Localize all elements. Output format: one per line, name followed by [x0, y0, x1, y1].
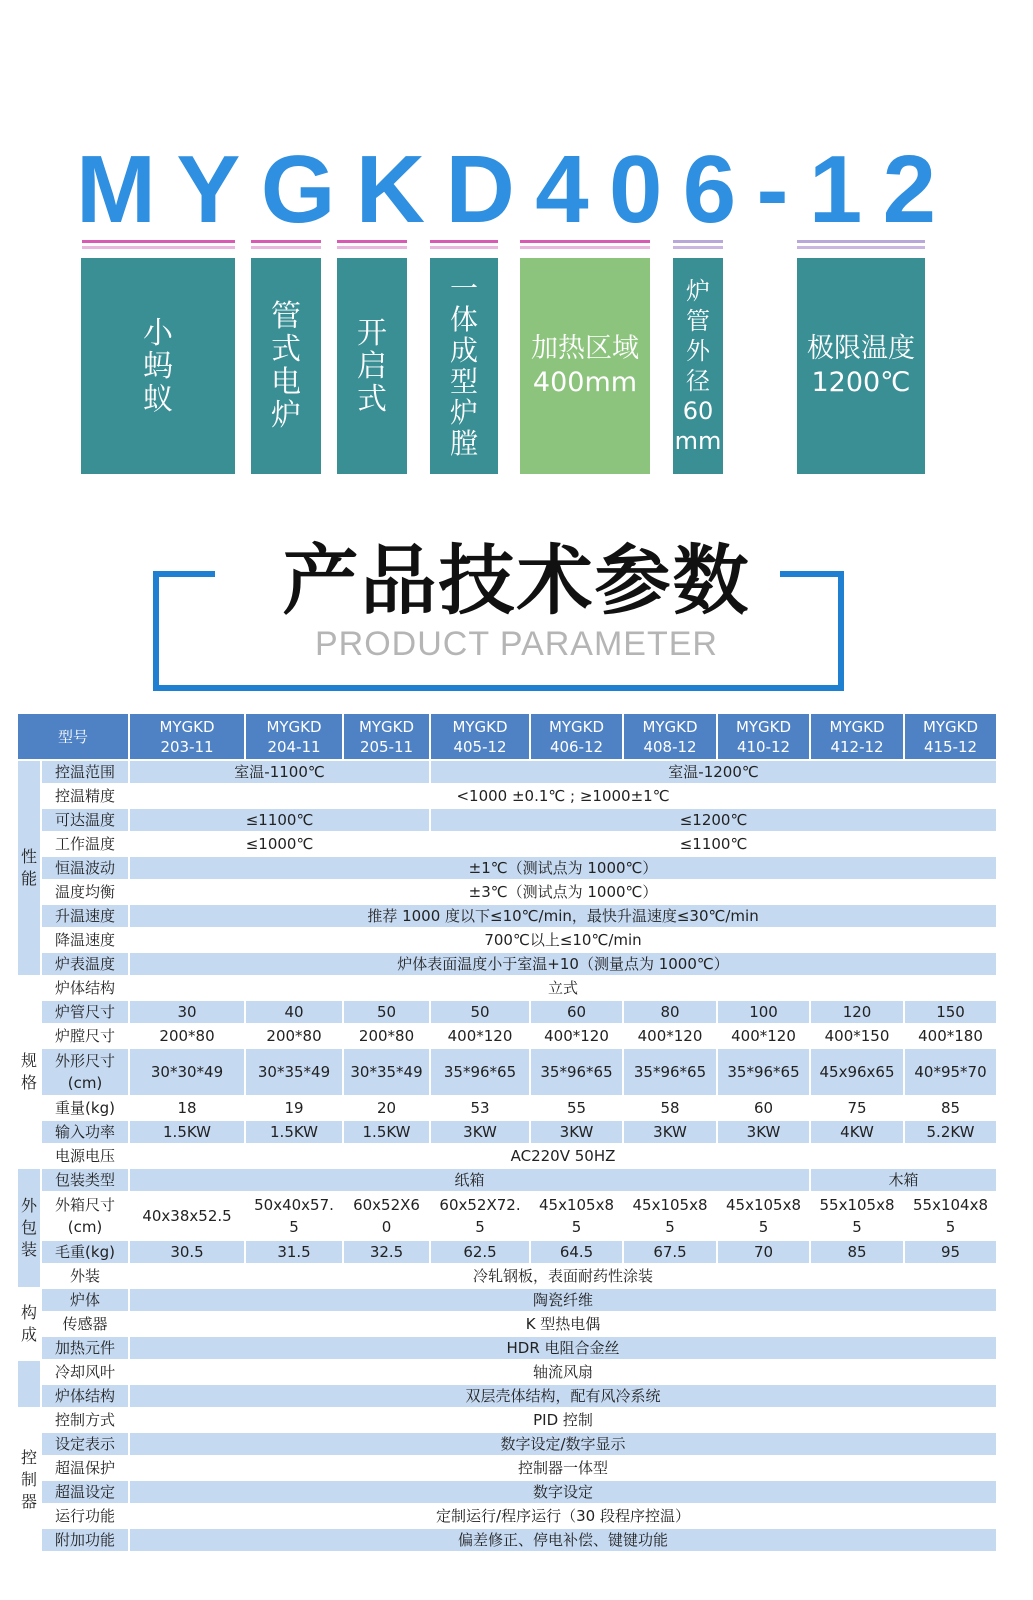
table-row	[17, 1432, 997, 1456]
row-label: 炉体结构	[41, 976, 129, 1000]
cell: 3KW	[430, 1120, 530, 1144]
cell: 60x52X6 0	[343, 1192, 430, 1240]
cell: 70	[717, 1240, 810, 1264]
cell: <1000 ±0.1℃ ; ≥1000±1℃	[129, 784, 997, 808]
cell: 60x52X72. 5	[430, 1192, 530, 1240]
table-row	[17, 1192, 997, 1240]
cell: 45x96x65	[810, 1048, 904, 1096]
row-label: 冷却风叶	[41, 1360, 129, 1384]
cell: ≤1100℃	[129, 808, 430, 832]
model-char: 1	[808, 136, 863, 243]
group-label: 外 包 装	[17, 1168, 41, 1288]
cell: 19	[245, 1096, 343, 1120]
cell: HDR 电阻合金丝	[129, 1336, 997, 1360]
cell: 40x38x52.5	[129, 1192, 245, 1240]
model-char: D	[445, 136, 515, 243]
cell: 400*120	[530, 1024, 623, 1048]
row-label: 包装类型	[41, 1168, 129, 1192]
spec-table	[16, 712, 998, 1553]
row-label: 降温速度	[41, 928, 129, 952]
table-row	[17, 1480, 997, 1504]
row-label: 输入功率	[41, 1120, 129, 1144]
table-row	[17, 952, 997, 976]
cell: 85	[810, 1240, 904, 1264]
table-row	[17, 1360, 997, 1384]
cell: 150	[904, 1000, 997, 1024]
cell: 32.5	[343, 1240, 430, 1264]
cell: 35*96*65	[623, 1048, 717, 1096]
cell: 1.5KW	[129, 1120, 245, 1144]
table-row	[17, 1120, 997, 1144]
cell: 45x105x8 5	[530, 1192, 623, 1240]
cell: 数字设定	[129, 1480, 997, 1504]
cell: 700℃以上≤10℃/min	[129, 928, 997, 952]
model-header: MYGKD 406-12	[530, 713, 623, 760]
underline-bar	[430, 240, 498, 249]
cell: 64.5	[530, 1240, 623, 1264]
underline-bar	[251, 240, 321, 249]
cell: 30	[129, 1000, 245, 1024]
model-char: 2	[882, 136, 936, 243]
row-label: 附加功能	[41, 1528, 129, 1552]
cell: 纸箱	[129, 1168, 810, 1192]
cell: 1.5KW	[343, 1120, 430, 1144]
cell: ≤1100℃	[430, 832, 997, 856]
segment-box: 加热区域 400mm	[520, 258, 650, 474]
cell: 陶瓷纤维	[129, 1288, 997, 1312]
row-label: 毛重(kg)	[41, 1240, 129, 1264]
cell: 50	[430, 1000, 530, 1024]
cell: 31.5	[245, 1240, 343, 1264]
cell: 轴流风扇	[129, 1360, 997, 1384]
cell: 4KW	[810, 1120, 904, 1144]
group-label: 规 格	[17, 976, 41, 1168]
cell: 18	[129, 1096, 245, 1120]
table-row	[17, 1240, 997, 1264]
table-header-row	[17, 713, 997, 760]
cell: 3KW	[623, 1120, 717, 1144]
table-row	[17, 760, 997, 784]
row-label: 外形尺寸 (cm)	[41, 1048, 129, 1096]
cell: 偏差修正、停电补偿、键键功能	[129, 1528, 997, 1552]
table-row	[17, 832, 997, 856]
row-label: 升温速度	[41, 904, 129, 928]
underline-bar	[337, 240, 407, 249]
cell: 立式	[129, 976, 997, 1000]
row-label: 传感器	[41, 1312, 129, 1336]
cell: 5.2KW	[904, 1120, 997, 1144]
row-label: 工作温度	[41, 832, 129, 856]
cell: 55	[530, 1096, 623, 1120]
row-label: 外装	[41, 1264, 129, 1288]
table-row	[17, 1528, 997, 1552]
table-row	[17, 1504, 997, 1528]
model-header: MYGKD 412-12	[810, 713, 904, 760]
table-row	[17, 1288, 997, 1312]
cell: 200*80	[343, 1024, 430, 1048]
row-label: 恒温波动	[41, 856, 129, 880]
group-label	[17, 1360, 41, 1408]
model-char: 6	[682, 136, 737, 243]
model-header: MYGKD 410-12	[717, 713, 810, 760]
cell: 3KW	[717, 1120, 810, 1144]
cell: AC220V 50HZ	[129, 1144, 997, 1168]
row-label: 可达温度	[41, 808, 129, 832]
row-label: 外箱尺寸 (cm)	[41, 1192, 129, 1240]
cell: 控制器一体型	[129, 1456, 997, 1480]
cell: 400*150	[810, 1024, 904, 1048]
model-header: MYGKD 203-11	[129, 713, 245, 760]
cell: 50	[343, 1000, 430, 1024]
underline-bar	[82, 240, 235, 249]
cell: 30*35*49	[245, 1048, 343, 1096]
table-row	[17, 928, 997, 952]
cell: 200*80	[245, 1024, 343, 1048]
table-row	[17, 1336, 997, 1360]
row-label: 炉体结构	[41, 1384, 129, 1408]
model-char: 4	[535, 136, 589, 243]
cell: 75	[810, 1096, 904, 1120]
cell: 400*120	[623, 1024, 717, 1048]
model-header: MYGKD 415-12	[904, 713, 997, 760]
header-label: 型号	[17, 713, 129, 760]
table-row	[17, 1456, 997, 1480]
cell: ≤1200℃	[430, 808, 997, 832]
model-char: Y	[176, 136, 241, 243]
table-row	[17, 1144, 997, 1168]
row-label: 超温设定	[41, 1480, 129, 1504]
table-row	[17, 880, 997, 904]
cell: 400*180	[904, 1024, 997, 1048]
cell: ±3℃（测试点为 1000℃）	[129, 880, 997, 904]
underline-bar	[673, 240, 723, 249]
model-char: G	[260, 136, 336, 243]
model-char: -	[756, 136, 789, 243]
cell: 45x105x8 5	[623, 1192, 717, 1240]
row-label: 炉表温度	[41, 952, 129, 976]
cell: 3KW	[530, 1120, 623, 1144]
cell: 55x104x8 5	[904, 1192, 997, 1240]
cell: 55x105x8 5	[810, 1192, 904, 1240]
segment-box: 炉 管 外 径 60 mm	[673, 258, 723, 474]
row-label: 炉体	[41, 1288, 129, 1312]
cell: 室温-1200℃	[430, 760, 997, 784]
cell: 400*120	[717, 1024, 810, 1048]
cell: 62.5	[430, 1240, 530, 1264]
cell: 炉体表面温度小于室温+10（测量点为 1000℃）	[129, 952, 997, 976]
cell: 双层壳体结构，配有风冷系统	[129, 1384, 997, 1408]
cell: 60	[717, 1096, 810, 1120]
table-row	[17, 1024, 997, 1048]
cell: 50x40x57. 5	[245, 1192, 343, 1240]
section-title: 产品技术参数	[282, 536, 751, 625]
underline-bar	[520, 240, 650, 249]
model-char: M	[76, 136, 156, 243]
table-row	[17, 976, 997, 1000]
row-label: 炉管尺寸	[41, 1000, 129, 1024]
cell: 95	[904, 1240, 997, 1264]
segment-box: 小 蚂 蚁	[81, 258, 235, 474]
segment-box: 管 式 电 炉	[251, 258, 321, 474]
table-row	[17, 1168, 997, 1192]
table-row	[17, 1408, 997, 1432]
row-label: 温度均衡	[41, 880, 129, 904]
table-row	[17, 1000, 997, 1024]
cell: 400*120	[430, 1024, 530, 1048]
cell: 35*96*65	[717, 1048, 810, 1096]
model-name	[76, 136, 936, 243]
cell: 35*96*65	[530, 1048, 623, 1096]
model-header: MYGKD 204-11	[245, 713, 343, 760]
cell: 120	[810, 1000, 904, 1024]
table-row	[17, 1312, 997, 1336]
cell: 室温-1100℃	[129, 760, 430, 784]
segment-box: 开 启 式	[337, 258, 407, 474]
cell: 60	[530, 1000, 623, 1024]
cell: 20	[343, 1096, 430, 1120]
table-row	[17, 1384, 997, 1408]
row-label: 加热元件	[41, 1336, 129, 1360]
model-char: 0	[608, 136, 663, 243]
table-row	[17, 904, 997, 928]
cell: PID 控制	[129, 1408, 997, 1432]
cell: 80	[623, 1000, 717, 1024]
cell: 30*30*49	[129, 1048, 245, 1096]
table-row	[17, 856, 997, 880]
row-label: 控温精度	[41, 784, 129, 808]
segment-box: 极限温度 1200℃	[797, 258, 925, 474]
model-char: K	[355, 136, 426, 243]
table-row	[17, 784, 997, 808]
group-label: 构 成	[17, 1288, 41, 1360]
cell: 推荐 1000 度以下≤10℃/min，最快升温速度≤30℃/min	[129, 904, 997, 928]
heading-bracket-bottom	[153, 685, 844, 691]
table-row	[17, 1096, 997, 1120]
cell: ≤1000℃	[129, 832, 430, 856]
group-label: 控 制 器	[17, 1408, 41, 1552]
cell: 30.5	[129, 1240, 245, 1264]
cell: 58	[623, 1096, 717, 1120]
row-label: 超温保护	[41, 1456, 129, 1480]
cell: 35*96*65	[430, 1048, 530, 1096]
section-subtitle: PRODUCT PARAMETER	[314, 625, 718, 663]
cell: 100	[717, 1000, 810, 1024]
cell: 30*35*49	[343, 1048, 430, 1096]
segment-box: 一 体 成 型 炉 膛	[430, 258, 498, 474]
cell: 定制运行/程序运行（30 段程序控温）	[129, 1504, 997, 1528]
group-label: 性 能	[17, 760, 41, 976]
row-label: 运行功能	[41, 1504, 129, 1528]
cell: 40	[245, 1000, 343, 1024]
cell: 冷轧钢板，表面耐药性涂装	[129, 1264, 997, 1288]
cell: 木箱	[810, 1168, 997, 1192]
table-row	[17, 1048, 997, 1096]
table-row	[17, 808, 997, 832]
table-row	[17, 1264, 997, 1288]
model-header: MYGKD 205-11	[343, 713, 430, 760]
cell: 40*95*70	[904, 1048, 997, 1096]
cell: 85	[904, 1096, 997, 1120]
cell: 67.5	[623, 1240, 717, 1264]
cell: 200*80	[129, 1024, 245, 1048]
model-header: MYGKD 408-12	[623, 713, 717, 760]
cell: 数字设定/数字显示	[129, 1432, 997, 1456]
cell: 53	[430, 1096, 530, 1120]
row-label: 电源电压	[41, 1144, 129, 1168]
underline-bar	[797, 240, 925, 249]
cell: 45x105x8 5	[717, 1192, 810, 1240]
model-header: MYGKD 405-12	[430, 713, 530, 760]
cell: ±1℃（测试点为 1000℃）	[129, 856, 997, 880]
row-label: 重量(kg)	[41, 1096, 129, 1120]
row-label: 控制方式	[41, 1408, 129, 1432]
row-label: 炉膛尺寸	[41, 1024, 129, 1048]
cell: 1.5KW	[245, 1120, 343, 1144]
cell: K 型热电偶	[129, 1312, 997, 1336]
row-label: 控温范围	[41, 760, 129, 784]
row-label: 设定表示	[41, 1432, 129, 1456]
